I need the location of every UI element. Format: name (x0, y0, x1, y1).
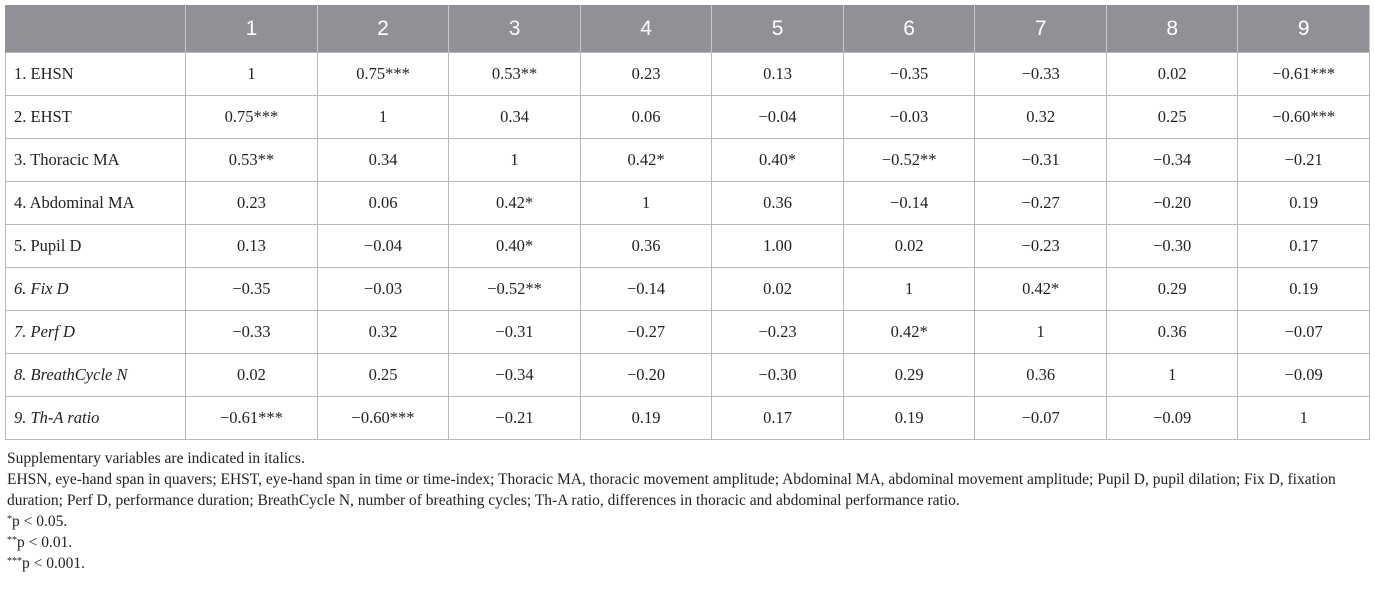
row-label: 7. Perf D (6, 311, 186, 354)
table-cell: −0.14 (580, 268, 712, 311)
table-cell: 1.00 (712, 225, 844, 268)
table-cell: 0.29 (843, 354, 975, 397)
table-row (6, 311, 1370, 354)
table-cell: −0.09 (1238, 354, 1370, 397)
table-cell: −0.30 (712, 354, 844, 397)
table-footnotes (7, 448, 1362, 574)
footnote-supplementary: Supplementary variables are indicated in italics. (7, 450, 305, 467)
table-cell: 0.19 (580, 397, 712, 440)
table-header (6, 6, 1370, 53)
table-cell: −0.20 (1106, 182, 1238, 225)
table-cell: −0.04 (317, 225, 449, 268)
row-label: 5. Pupil D (6, 225, 186, 268)
footnote-significance-001 (7, 532, 1362, 553)
table-cell: −0.34 (449, 354, 581, 397)
table-cell: 1 (843, 268, 975, 311)
column-header: 7 (975, 6, 1107, 53)
table-cell: 0.36 (1106, 311, 1238, 354)
table-body (6, 53, 1370, 440)
table-cell: 0.34 (317, 139, 449, 182)
table-cell: −0.52** (843, 139, 975, 182)
table-cell: 1 (1238, 397, 1370, 440)
table-cell: 0.36 (712, 182, 844, 225)
table-cell: 1 (1106, 354, 1238, 397)
row-label: 1. EHSN (6, 53, 186, 96)
table-cell: 0.40* (712, 139, 844, 182)
table-cell: 0.53** (449, 53, 581, 96)
table-cell: 0.23 (186, 182, 318, 225)
table-cell: −0.27 (975, 182, 1107, 225)
table-cell: −0.60*** (1238, 96, 1370, 139)
table-cell: −0.23 (975, 225, 1107, 268)
table-row (6, 268, 1370, 311)
table-cell: −0.21 (449, 397, 581, 440)
table-cell: 0.19 (843, 397, 975, 440)
row-label: 3. Thoracic MA (6, 139, 186, 182)
column-header: 3 (449, 6, 581, 53)
table-cell: 0.25 (317, 354, 449, 397)
table-cell: 0.40* (449, 225, 581, 268)
table-row (6, 139, 1370, 182)
table-cell: −0.07 (1238, 311, 1370, 354)
table-row (6, 182, 1370, 225)
table-cell: 0.36 (580, 225, 712, 268)
table-cell: −0.14 (843, 182, 975, 225)
column-header: 6 (843, 6, 975, 53)
table-cell: −0.09 (1106, 397, 1238, 440)
column-header: 9 (1238, 6, 1370, 53)
row-label: 4. Abdominal MA (6, 182, 186, 225)
table-cell: −0.23 (712, 311, 844, 354)
table-cell: 1 (580, 182, 712, 225)
table-row (6, 354, 1370, 397)
significance-mark: ** (7, 535, 17, 546)
table-cell: 0.42* (843, 311, 975, 354)
column-header: 4 (580, 6, 712, 53)
table-cell: 0.02 (186, 354, 318, 397)
table-cell: 0.02 (712, 268, 844, 311)
table-cell: 0.42* (580, 139, 712, 182)
table-cell: −0.61*** (186, 397, 318, 440)
table-cell: 1 (975, 311, 1107, 354)
table-cell: 0.25 (1106, 96, 1238, 139)
table-cell: −0.20 (580, 354, 712, 397)
table-cell: 0.75*** (317, 53, 449, 96)
significance-text: p < 0.001. (22, 555, 85, 572)
table-cell: 0.32 (317, 311, 449, 354)
significance-text: p < 0.05. (12, 513, 68, 530)
row-label: 2. EHST (6, 96, 186, 139)
table-cell: −0.04 (712, 96, 844, 139)
table-cell: 0.17 (1238, 225, 1370, 268)
significance-mark: * (7, 514, 12, 525)
significance-text: p < 0.01. (17, 534, 73, 551)
table-cell: −0.35 (186, 268, 318, 311)
table-row (6, 96, 1370, 139)
table-cell: −0.27 (580, 311, 712, 354)
footnote-abbreviations: EHSN, eye-hand span in quavers; EHST, eye-hand span in time or time-index; Thoracic MA, thoracic movement amplitude; Abdominal MA, abdominal movement amplitude; Pupil D, pupil dilation; Fix D, fixation duration; Perf D, performance duration; BreathCycle N, number of breathing cycles; Th-A ratio, differences in thoracic and abdominal performance ratio. (7, 471, 1336, 509)
column-header: 1 (186, 6, 318, 53)
footnote-significance-005 (7, 511, 1362, 532)
table-cell: 0.23 (580, 53, 712, 96)
table-row (6, 225, 1370, 268)
significance-mark: *** (7, 556, 22, 567)
column-header: 5 (712, 6, 844, 53)
column-header: 8 (1106, 6, 1238, 53)
table-cell: 1 (186, 53, 318, 96)
table-cell: 0.13 (712, 53, 844, 96)
row-label: 8. BreathCycle N (6, 354, 186, 397)
table-cell: −0.33 (975, 53, 1107, 96)
table-cell: 0.29 (1106, 268, 1238, 311)
row-label: 6. Fix D (6, 268, 186, 311)
table-cell: −0.03 (317, 268, 449, 311)
table-cell: 0.36 (975, 354, 1107, 397)
table-row (6, 53, 1370, 96)
column-header: 2 (317, 6, 449, 53)
table-cell: −0.30 (1106, 225, 1238, 268)
table-cell: 0.06 (580, 96, 712, 139)
table-cell: −0.60*** (317, 397, 449, 440)
table-cell: 0.53** (186, 139, 318, 182)
table-cell: 0.02 (843, 225, 975, 268)
table-row (6, 397, 1370, 440)
table-cell: −0.52** (449, 268, 581, 311)
table-cell: 0.34 (449, 96, 581, 139)
footnote-significance-0001 (7, 553, 1362, 574)
row-label: 9. Th-A ratio (6, 397, 186, 440)
table-cell: 1 (317, 96, 449, 139)
header-corner-cell (6, 6, 186, 53)
header-row (6, 6, 1370, 53)
table-cell: 0.17 (712, 397, 844, 440)
table-cell: −0.61*** (1238, 53, 1370, 96)
table-cell: −0.35 (843, 53, 975, 96)
table-cell: −0.31 (449, 311, 581, 354)
table-cell: 0.02 (1106, 53, 1238, 96)
table-cell: −0.03 (843, 96, 975, 139)
table-cell: 0.42* (975, 268, 1107, 311)
table-cell: 0.42* (449, 182, 581, 225)
table-cell: −0.07 (975, 397, 1107, 440)
table-cell: −0.31 (975, 139, 1107, 182)
table-cell: −0.21 (1238, 139, 1370, 182)
table-cell: −0.33 (186, 311, 318, 354)
table-cell: 0.75*** (186, 96, 318, 139)
table-cell: 1 (449, 139, 581, 182)
table-cell: 0.32 (975, 96, 1107, 139)
table-cell: 0.19 (1238, 268, 1370, 311)
correlation-table (5, 5, 1370, 440)
table-cell: 0.13 (186, 225, 318, 268)
table-cell: 0.06 (317, 182, 449, 225)
table-cell: 0.19 (1238, 182, 1370, 225)
table-cell: −0.34 (1106, 139, 1238, 182)
